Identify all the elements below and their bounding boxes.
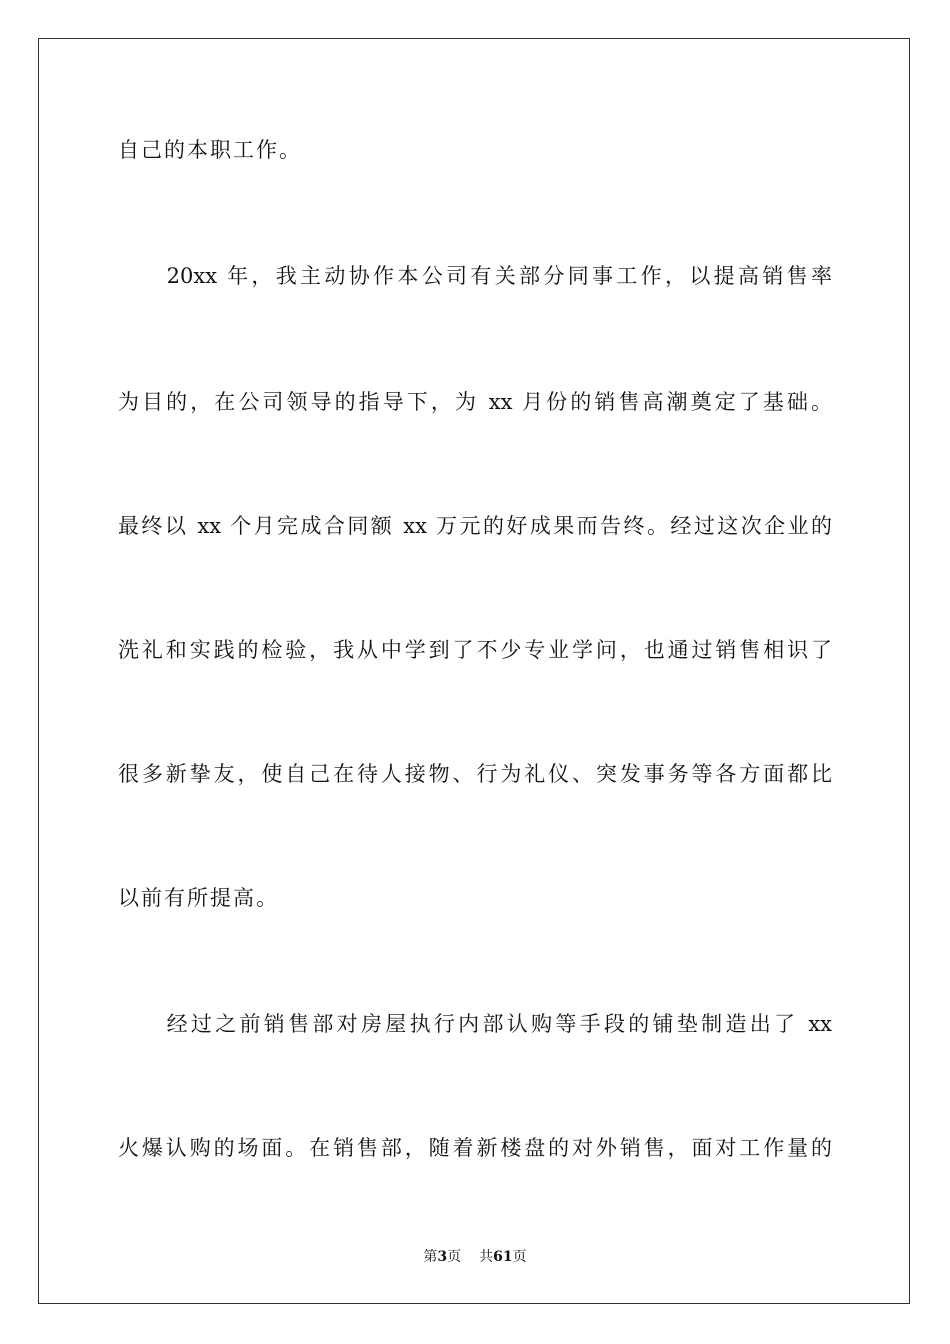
- body-text-line-3: 为目的，在公司领导的指导下，为 xx 月份的销售高潮奠定了基础。: [118, 390, 832, 414]
- body-text-line-4: 最终以 xx 个月完成合同额 xx 万元的好成果而告终。经过这次企业的: [118, 514, 832, 538]
- page-footer: [0, 1248, 950, 1266]
- body-text-line-1: 自己的本职工作。: [118, 138, 302, 162]
- total-label-suffix: 页: [512, 1249, 527, 1265]
- total-label-prefix: 共: [479, 1249, 494, 1265]
- body-text-line-6: 很多新挚友，使自己在待人接物、行为礼仪、突发事务等各方面都比: [118, 762, 832, 786]
- body-text-line-9: 火爆认购的场面。在销售部，随着新楼盘的对外销售，面对工作量的: [118, 1136, 832, 1160]
- body-text-line-5: 洗礼和实践的检验，我从中学到了不少专业学问，也通过销售相识了: [118, 638, 832, 662]
- page-label-suffix: 页: [447, 1249, 462, 1265]
- page-label-prefix: 第: [423, 1249, 438, 1265]
- body-text-line-7: 以前有所提高。: [118, 886, 279, 910]
- page-number: 3: [437, 1249, 448, 1265]
- body-text-line-2: 20xx 年，我主动协作本公司有关部分同事工作，以提高销售率: [118, 264, 832, 288]
- body-text-line-8: 经过之前销售部对房屋执行内部认购等手段的铺垫制造出了 xx: [118, 1012, 832, 1036]
- page-border: [38, 38, 910, 1304]
- total-page-count: 61: [493, 1249, 513, 1265]
